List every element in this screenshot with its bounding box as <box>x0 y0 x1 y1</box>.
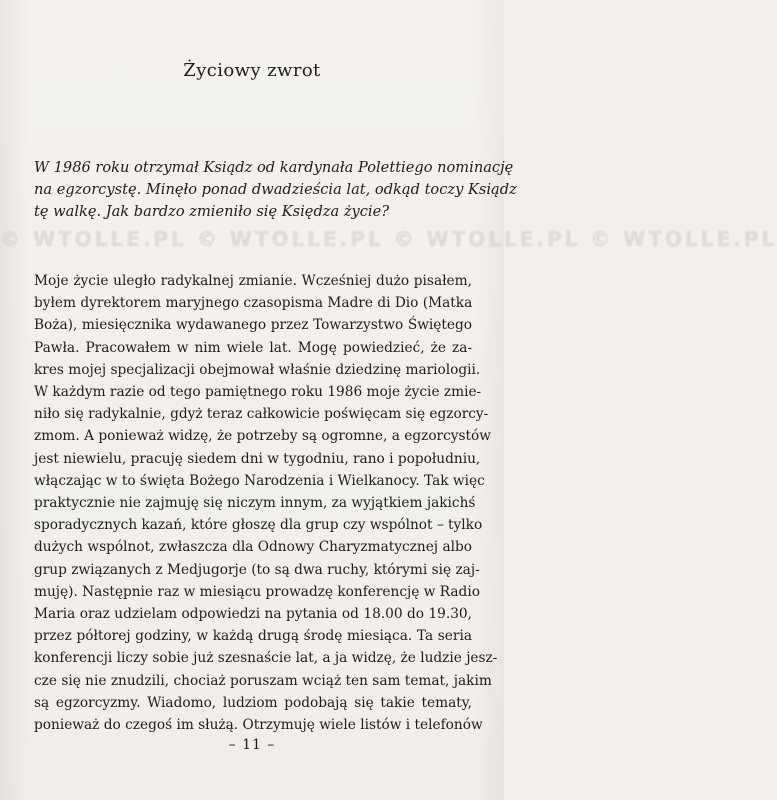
text-line: konferencji liczy sobie już szesnaście lat, a ja widzę, że ludzie jesz- <box>34 650 498 667</box>
interview-question <box>34 157 517 223</box>
text-line: ponieważ do czegoś im służą. Otrzymuję wiele listów i telefonów <box>34 717 483 734</box>
text-line: niło się radykalnie, gdyż teraz całkowicie poświęcam się egzorcy- <box>34 406 489 423</box>
question-line: W 1986 roku otrzymał Ksiądz od kardynała Polettiego nominację <box>34 159 514 176</box>
text-line: włączając w to święta Bożego Narodzenia i Wielkanocy. Tak więc <box>34 472 485 489</box>
question-line: na egzorcystę. Minęło ponad dwadzieścia lat, odkąd toczy Ksiądz <box>34 181 517 198</box>
chapter-title: Życiowy zwrot <box>183 60 321 81</box>
text-line: praktycznie nie zajmuję się niczym innym, za wyjątkiem jakichś <box>34 495 476 512</box>
text-line: Moje życie uległo radykalnej zmianie. Wcześniej dużo pisałem, <box>34 273 472 289</box>
answer-text <box>34 270 498 736</box>
text-line: Maria oraz udzielam odpowiedzi na pytania od 18.00 do 19.30, <box>34 606 472 623</box>
text-line: cze się nie znudzili, chociaż poruszam wciąż ten sam temat, jakim <box>34 672 492 689</box>
page-number: – 11 – <box>228 737 276 753</box>
watermark: © WTOLLE.PL © WTOLLE.PL © WTOLLE.PL © WTOLLE.PL <box>0 227 777 251</box>
text-line: kres mojej specjalizacji obejmował właśnie dziedzinę mariologii. <box>34 361 481 378</box>
text-line: zmom. A ponieważ widzę, że potrzeby są ogromne, a egzorcystów <box>34 428 491 445</box>
text-line: sporadycznych kazań, które głoszę dla grup czy wspólnot – tylko <box>34 517 483 534</box>
text-line: Pawła. Pracowałem w nim wiele lat. Mogę powiedzieć, że za- <box>34 339 472 356</box>
text-line: grup związanych z Medjugorje (to są dwa ruchy, którymi się zaj- <box>34 561 480 578</box>
text-line: dużych wspólnot, zwłaszcza dla Odnowy Charyzmatycznej albo <box>34 539 472 556</box>
text-line: są egzorcyzmy. Wiadomo, ludziom podobają się takie tematy, <box>34 694 472 711</box>
text-line: byłem dyrektorem maryjnego czasopisma Madre di Dio (Matka <box>34 295 473 312</box>
text-line: muję). Następnie raz w miesiącu prowadzę konferencję w Radio <box>34 583 480 600</box>
text-line: jest niewielu, pracuję siedem dni w tygodniu, rano i popołudniu, <box>34 450 481 467</box>
text-line: Boża), miesięcznika wydawanego przez Towarzystwo Świętego <box>34 317 472 334</box>
question-line: tę walkę. Jak bardzo zmieniło się Księdza życie? <box>34 203 390 220</box>
text-line: W każdym razie od tego pamiętnego roku 1986 moje życie zmie- <box>34 384 482 401</box>
text-line: przez półtorej godziny, w każdą drugą środę miesiąca. Ta seria <box>34 628 472 645</box>
